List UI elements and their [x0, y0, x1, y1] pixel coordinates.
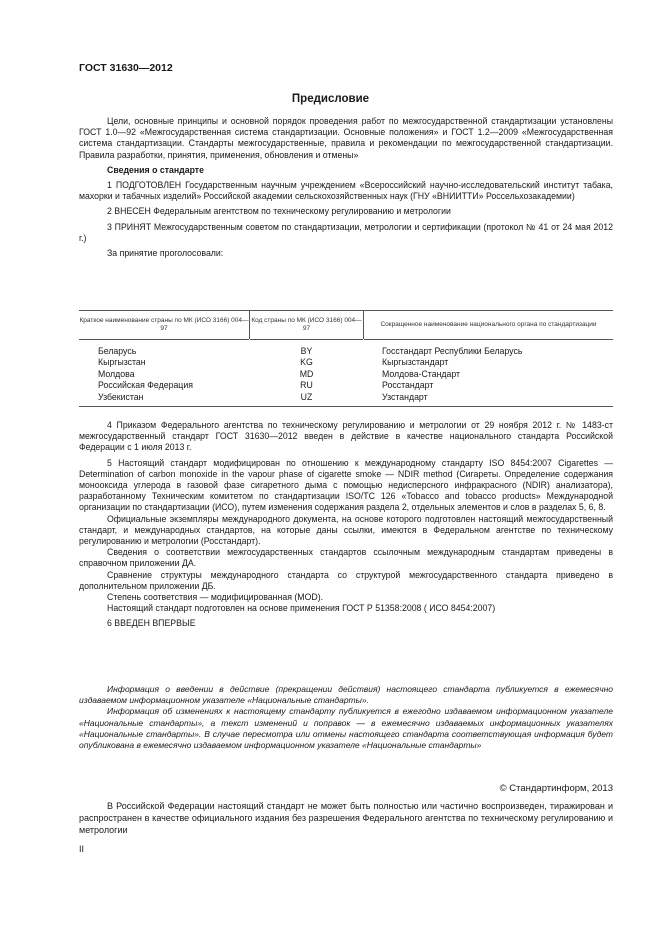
table-cell: Российская Федерация	[98, 380, 193, 391]
table-column-country	[98, 346, 193, 403]
item-5-degree: Степень соответствия — модифицированная (MOD).	[107, 592, 324, 603]
notice-text: В Российской Федерации настоящий стандарт не может быть полностью или частично воспроизведен, тиражирован и распространен в качестве официального издания без разрешения Федерального агентства по техническому регулированию и метрологии	[79, 801, 613, 835]
preface-block-bottom	[79, 420, 613, 630]
page-number: II	[79, 844, 85, 854]
info-block	[79, 684, 613, 751]
voting-table	[79, 310, 613, 407]
page-title: Предисловие	[291, 93, 370, 105]
item-4: 4 Приказом Федерального агентства по техническому регулированию и метрологии от 29 ноября 2012 г. № 1483-ст межгосударственный стандарт ГОСТ 31630—2012 введен в действие в качестве национального стандарта Российской Федерации с 1 июля 2013 г.	[79, 420, 613, 453]
table-cell: MD	[299, 368, 314, 379]
table-cell: Кыргызстандарт	[382, 357, 449, 368]
table-column-code	[250, 346, 363, 403]
table-cell: Беларусь	[98, 346, 137, 356]
table-header-code: Код страны по МК (ИСО 3166) 004—97	[250, 311, 363, 340]
preface-block-top	[79, 116, 613, 259]
item-5-correspondence: Сведения о соответствии межгосударственных стандартов ссылочным международным стандартам приведены в справочном приложении ДА.	[79, 547, 613, 569]
table-cell: RU	[300, 380, 313, 391]
table-cell: Росстандарт	[382, 380, 434, 391]
item-2: 2 ВНЕСЕН Федеральным агентством по техническому регулированию и метрологии	[107, 206, 451, 217]
about-heading: Сведения о стандарте	[107, 164, 204, 175]
item-5-basis: Настоящий стандарт подготовлен на основе применения ГОСТ Р 51358:2008 ( ИСО 8454:2007)	[107, 603, 496, 614]
intro-paragraph: Цели, основные принципы и основной порядок проведения работ по межгосударственной стандартизации установлены ГОСТ 1.0—92 «Межгосударственная система стандартизации. Основные положения» и ГОСТ 1.2—2009 «Межгосударственная система стандартизации. Стандарты межгосударственные, правила и рекомендации по межгосударственной стандартизации. Правила разработки, принятия, применения, обновления и отмены»	[79, 116, 613, 160]
table-cell: Молдова	[98, 368, 135, 379]
table-cell: Кыргызстан	[98, 357, 146, 368]
item-6: 6 ВВЕДЕН ВПЕРВЫЕ	[107, 618, 196, 629]
document-code: ГОСТ 31630—2012	[79, 62, 173, 74]
copyright: © Стандартинформ, 2013	[499, 783, 613, 794]
table-column-body	[382, 346, 522, 403]
item-1: 1 ПОДГОТОВЛЕН Государственным научным учреждением «Всероссийский научно-исследовательский институт табака, махорки и табачных изделий» Российской академии сельскохозяйственных наук (ГНУ «ВНИИТТИ» Россельхозакадемии)	[79, 180, 613, 202]
table-cell: Молдова-Стандарт	[382, 368, 461, 379]
item-5-official-copies: Официальные экземпляры международного документа, на основе которого подготовлен настоящий межгосударственный стандарт, и международных стандартов, на которые даны ссылки, имеются в Федеральном агентстве по техническому регулированию и метрологии (Росстандарт).	[79, 513, 613, 547]
info-changes: Информация об изменениях к настоящему стандарту публикуется в ежегодно издаваемом информационном указателе «Национальные стандарты», а текст изменений и поправок — в ежемесячно издаваемых информационных указателях «Национальные стандарты». В случае пересмотра или отмены настоящего стандарта соответствующая информация будет опубликована в ежемесячно издаваемом информационном указателе «Национальные стандарты»	[79, 706, 613, 751]
item-5-structure: Сравнение структуры международного стандарта со структурой межгосударственного стандарта приведено в дополнительном приложении ДБ.	[79, 569, 613, 591]
item-5: 5 Настоящий стандарт модифицирован по отношению к международному стандарту ISO 8454:2007 Cigarettes — Determination of carbon monoxide in the vapour phase of cigarette smoke — NDIR method (Сигареты. Определение содержания монооксида углерода в газовой фазе сигаретного дыма с помощью недисперсного инфракрасного (NDIR) анализатора), разработанному Техническим комитетом по стандартизации ISO/TC 126 «Tobacco and tobacco products» Международной организации по стандартизации (ИСО), путем изменения содержания раздела 2, отдельных элементов и слов в разделах 5, 6, 8.	[79, 457, 613, 513]
table-cell: Узстандарт	[382, 391, 428, 402]
reproduction-notice	[79, 800, 613, 836]
table-cell: UZ	[300, 391, 313, 402]
voted-label: За принятие проголосовали:	[107, 248, 224, 259]
info-introduction: Информация о введении в действие (прекращении действия) настоящего стандарта публикуется в ежемесячно издаваемом информационном указателе «Национальные стандарты».	[79, 684, 613, 706]
table-cell: Госстандарт Республики Беларусь	[382, 346, 523, 356]
table-header-body: Сокращенное наименование национального органа по стандартизации	[364, 311, 613, 340]
item-3: 3 ПРИНЯТ Межгосударственным советом по стандартизации, метрологии и сертификации (протокол № 41 от 24 мая 2012 г.)	[79, 221, 613, 243]
table-cell: BY	[300, 346, 313, 356]
table-cell: KG	[300, 357, 313, 368]
table-header-country: Краткое наименование страны по МК (ИСО 3166) 004—97	[79, 311, 249, 340]
table-cell: Узбекистан	[98, 391, 144, 402]
